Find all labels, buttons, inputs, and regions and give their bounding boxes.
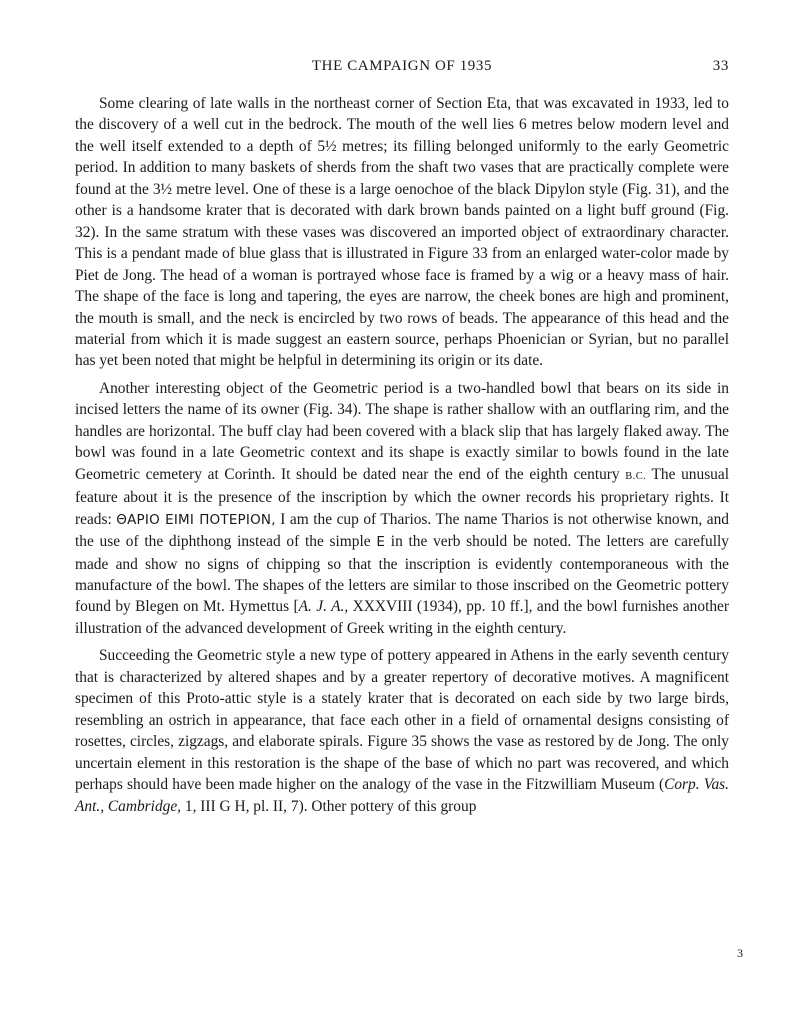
era-abbreviation: B.C.	[625, 470, 647, 482]
text-run: Another interesting object of the Geometric period is a two-handled bowl that bears on its side in incised letters the name of its owner (Fig. 34). The shape is rather shallow with an outflaring rim, and the handles are horizontal. The buff clay had been covered with a black slip that has largely flaked away. The bowl was found in a late Geometric context and its shape is exactly similar to bowls found in the late Geometric cemetery at Corinth. It should be dated near the end of the eighth century	[75, 379, 729, 483]
body-text	[75, 93, 729, 817]
text-run: I am the cup of Tharios. The name Tharios is not otherwise known, and the use of the diphthong instead of the simple	[75, 510, 729, 551]
text-run: XXXVIII (1934), pp. 10 ff.], and the bowl furnishes another illustration of the advanced development of Greek writing in the eighth century.	[75, 598, 729, 637]
running-head	[75, 56, 729, 80]
paragraph-tharios-bowl	[75, 378, 729, 639]
greek-letter: E	[376, 534, 386, 551]
page-title: THE CAMPAIGN OF 1935	[311, 58, 493, 74]
greek-inscription: ΘΑΡΙΟ ΕΙΜΙ ΠΟΤΕΡΙΟΝ,	[116, 511, 276, 528]
journal-reference: A. J. A.,	[298, 598, 349, 616]
text-run: 1, III G H, pl. II, 7). Other pottery of this group	[181, 797, 477, 815]
page	[75, 56, 729, 823]
corpus-reference: Corp. Vas. Ant., Cambridge,	[75, 776, 729, 815]
paragraph-well-discovery: Some clearing of late walls in the northeast corner of Section Eta, that was excavated in 1933, led to the discovery of a well cut in the bedrock. The mouth of the well lies 6 metres below modern level and the well itself extended to a depth of 5½ metres; its filling belonged uniformly to the early Geometric period. In addition to many baskets of sherds from the shaft two vases that are practically complete were found at the 3½ metre level. One of these is a large oenochoe of the black Dipylon style (Fig. 31), and the other is a handsome krater that is decorated with dark brown bands painted on a light buff ground (Fig. 32). In the same stratum with these vases was discovered an imported object of extraordinary character. This is a pendant made of blue glass that is illustrated in Figure 33 from an enlarged water-color made by Piet de Jong. The head of a woman is portrayed whose face is framed by a wig or a heavy mass of hair. The shape of the face is long and tapering, the eyes are narrow, the cheek bones are high and prominent, the mouth is small, and the neck is encircled by two rows of beads. The appearance of this head and the material from which it is made suggest an eastern source, perhaps Phoenician or Syrian, but no parallel has yet been noted that might be helpful in determining its origin or its date.	[75, 95, 729, 370]
paragraph-proto-attic	[75, 645, 729, 817]
text-run: Succeeding the Geometric style a new type of pottery appeared in Athens in the early seventh century that is characterized by altered shapes and by a greater repertory of decorative motives. A magnificent specimen of this Proto-attic style is a stately krater that is decorated on each side by two large birds, resembling an ostrich in appearance, that face each other in a field of ornamental designs consisting of rosettes, circles, zigzags, and elaborate spirals. Figure 35 shows the vase as restored by de Jong. The only uncertain element in this restoration is the shape of the base of which no part was recovered, and which perhaps should have been made higher on the analogy of the vase in the Fitzwilliam Museum (	[75, 647, 729, 794]
text-run: The unusual feature about it is the presence of the inscription by which the owner records his proprietary rights. It reads:	[75, 465, 729, 528]
text-run: in the verb should be noted. The letters are carefully made and show no signs of chipping so that the inscription is evidently contemporaneous with the manufacture of the bowl. The shapes of the letters are similar to those inscribed on the Geometric pottery found by Blegen on Mt. Hymettus [	[75, 533, 729, 616]
signature-mark: 3	[737, 946, 743, 960]
page-number: 33	[712, 58, 729, 74]
